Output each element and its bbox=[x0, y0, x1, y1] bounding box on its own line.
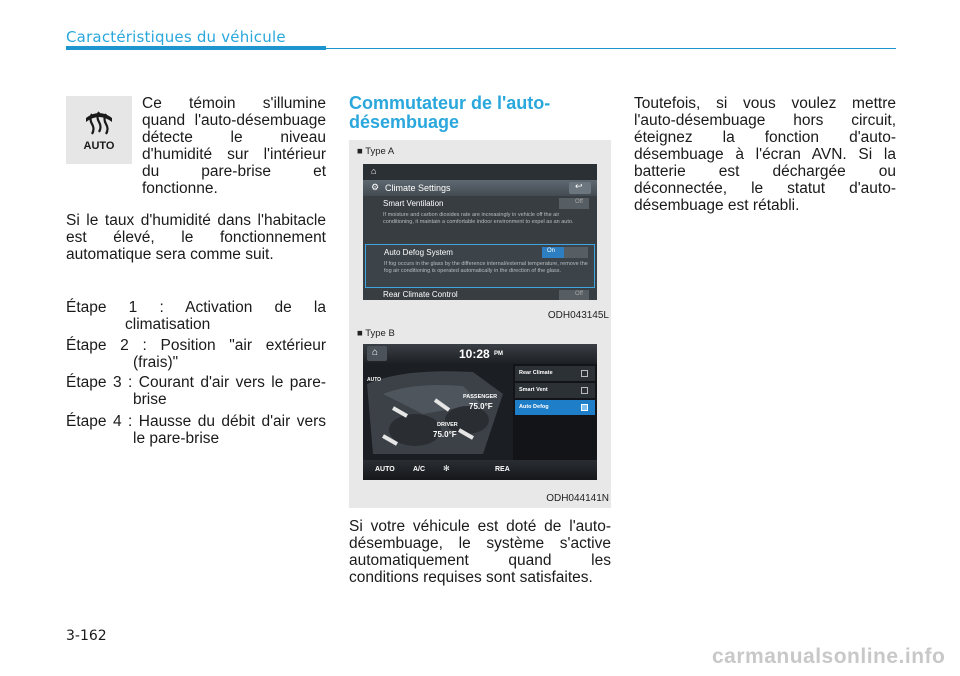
figure-type-b bbox=[349, 322, 611, 508]
menu-item-rear-climate[interactable] bbox=[515, 366, 595, 381]
setting-description: If fog occurs in the glass by the difference internal/external temperature, remove the fog air conditioning is operated automatically in the direction of the glass. bbox=[384, 261, 588, 274]
auto-label: AUTO bbox=[83, 140, 115, 152]
gear-icon: ⚙ bbox=[371, 182, 380, 192]
setting-name: Smart Ventilation bbox=[383, 199, 444, 208]
toggle-off[interactable] bbox=[559, 198, 589, 209]
menu-item-auto-defog[interactable] bbox=[515, 400, 595, 415]
climate-settings-screen bbox=[363, 164, 597, 300]
header-rule bbox=[66, 46, 326, 50]
ac-button[interactable]: A/C bbox=[413, 466, 426, 473]
step-text: Courant d'air vers le pare-brise bbox=[133, 374, 326, 408]
car-interior-image bbox=[363, 364, 513, 460]
step-2 bbox=[66, 337, 326, 371]
auto-badge: AUTO bbox=[367, 377, 382, 383]
step-text: Activation de la climatisation bbox=[125, 299, 326, 333]
back-icon: ↩ bbox=[575, 181, 583, 191]
checkbox-checked[interactable] bbox=[581, 404, 588, 411]
figure-label: ■ Type A bbox=[357, 146, 395, 157]
screen-bottom-bar bbox=[363, 460, 597, 480]
screen-title: Climate Settings bbox=[385, 183, 451, 193]
passenger-temp: 75.0°F bbox=[469, 402, 493, 411]
screen-top-bar bbox=[363, 344, 597, 364]
auto-button[interactable]: AUTO bbox=[375, 466, 395, 473]
clock: 10:28 bbox=[459, 347, 490, 361]
passenger-label: PASSENGER bbox=[463, 394, 498, 400]
header-rule-thin bbox=[326, 48, 896, 49]
clock-ampm: PM bbox=[494, 351, 503, 357]
menu-label: Rear Climate bbox=[519, 370, 553, 376]
step-label: Étape 3 : bbox=[66, 374, 133, 391]
figure-label: ■ Type B bbox=[357, 328, 395, 339]
setting-name: Auto Defog System bbox=[384, 248, 453, 257]
auto-defog-icon bbox=[66, 96, 132, 164]
checkbox[interactable] bbox=[581, 387, 588, 394]
toggle-off-part bbox=[564, 247, 588, 258]
toggle-state: On bbox=[547, 248, 556, 254]
home-icon: ⌂ bbox=[371, 166, 377, 176]
rear-button[interactable]: REA bbox=[495, 466, 510, 473]
toggle-state: Off bbox=[575, 291, 583, 297]
screen-title-bar bbox=[363, 180, 597, 196]
screen-status-bar bbox=[363, 164, 597, 180]
step-4 bbox=[66, 413, 326, 447]
section-heading: Commutateur de l'auto-désembuage bbox=[349, 93, 551, 132]
humidity-text: Si le taux d'humidité dans l'habitacle est élevé, le fonctionnement automatique sera comme suit. bbox=[66, 212, 326, 263]
step-1 bbox=[66, 299, 326, 333]
page-number: 3-162 bbox=[66, 628, 107, 644]
step-text: Position "air extérieur (frais)" bbox=[133, 337, 327, 371]
section-title: Caractéristiques du véhicule bbox=[66, 28, 286, 46]
setting-row-auto-defog[interactable] bbox=[365, 244, 595, 288]
figure-type-a bbox=[349, 140, 611, 322]
auto-defog-description: Si votre véhicule est doté de l'auto-désembuage, le système s'active automatiquement quand les conditions requises sont satisfaites. bbox=[349, 518, 611, 586]
setting-description: If moisture and carbon dioxides rate are increasingly in vehicle off the air conditioning, it maintain a comfortable indoor environment to expel as an auto. bbox=[383, 212, 574, 225]
driver-temp: 75.0°F bbox=[433, 430, 457, 439]
menu-label: Auto Defog bbox=[519, 404, 549, 410]
toggle-state: Off bbox=[575, 199, 583, 205]
figure-code: ODH044141N bbox=[546, 493, 609, 504]
watermark: carmanualsonline.info bbox=[712, 645, 946, 668]
home-icon: ⌂ bbox=[372, 347, 379, 358]
step-label: Étape 1 : bbox=[66, 299, 164, 316]
checkbox[interactable] bbox=[581, 370, 588, 377]
step-label: Étape 2 : bbox=[66, 337, 147, 354]
climate-display-screen bbox=[363, 344, 597, 480]
setting-row-rear-climate[interactable] bbox=[363, 290, 597, 300]
setting-row-smart-ventilation[interactable] bbox=[363, 196, 597, 242]
step-3 bbox=[66, 374, 326, 408]
setting-name: Rear Climate Control bbox=[383, 290, 458, 299]
menu-item-smart-vent[interactable] bbox=[515, 383, 595, 398]
menu-label: Smart Vent bbox=[519, 387, 548, 393]
driver-label: DRIVER bbox=[437, 422, 458, 428]
step-label: Étape 4 : bbox=[66, 413, 133, 430]
fan-icon[interactable]: ✻ bbox=[443, 464, 450, 473]
intro-text: Ce témoin s'illumine quand l'auto-désembuage détecte le niveau d'humidité sur l'intérieur du pare-brise et fonctionne. bbox=[142, 95, 326, 197]
toggle-off[interactable] bbox=[559, 290, 589, 300]
deactivate-instructions: Toutefois, si vous voulez mettre l'auto-désembuage hors circuit, éteignez la fonction d'auto-désembuage à l'écran AVN. Si la batterie est déchargée ou déconnectée, le statut d'auto-désembuage est rétabli. bbox=[634, 95, 896, 214]
step-text: Hausse du débit d'air vers le pare-brise bbox=[133, 413, 326, 447]
figure-code: ODH043145L bbox=[547, 310, 609, 321]
